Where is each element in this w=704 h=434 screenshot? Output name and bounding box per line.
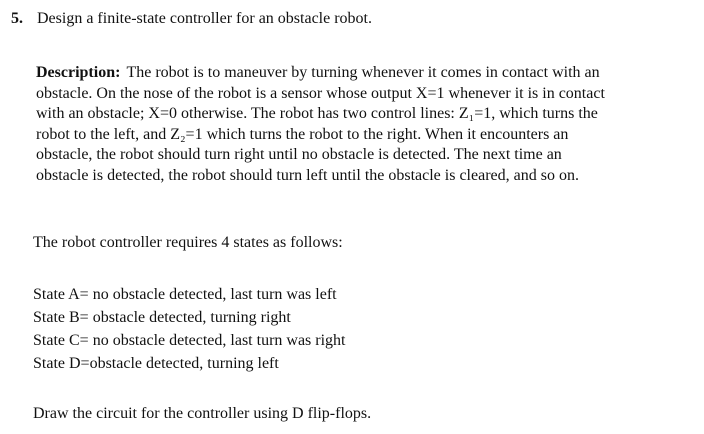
- description-line: obstacle is detected, the robot should turn left until the obstacle is cleared, and so on.: [36, 166, 579, 184]
- state-item: State B= obstacle detected, turning right: [33, 309, 291, 326]
- description-line: obstacle. On the nose of the robot is a sensor whose output X=1 whenever it is in contact: [36, 84, 605, 102]
- instruction: Draw the circuit for the controller using D flip-flops.: [33, 405, 372, 422]
- description-line: obstacle, the robot should turn right until no obstacle is detected. The next time an: [36, 146, 562, 163]
- description-line: with an obstacle; X=0 otherwise. The robot has two control lines: Z₁=1, which turns the: [36, 105, 598, 122]
- problem-heading: [11, 9, 372, 29]
- problem-title: Design a finite-state controller for an obstacle robot.: [37, 10, 372, 27]
- description-line: robot to the left, and Z₂=1 which turns the robot to the right. When it encounters an: [36, 125, 569, 143]
- description-label: Description:: [36, 64, 121, 81]
- states-intro: The robot controller requires 4 states as follows:: [33, 234, 343, 251]
- state-item: State C= no obstacle detected, last turn was right: [33, 332, 346, 349]
- description-text: The robot is to maneuver by turning whenever it comes in contact with an: [126, 64, 600, 81]
- states-list: [33, 285, 346, 377]
- description-paragraph: [36, 63, 704, 186]
- state-item: State A= no obstacle detected, last turn was left: [33, 286, 337, 303]
- problem-number: 5.: [11, 10, 23, 27]
- description-line: [36, 63, 704, 84]
- state-item: State D=obstacle detected, turning left: [33, 355, 279, 372]
